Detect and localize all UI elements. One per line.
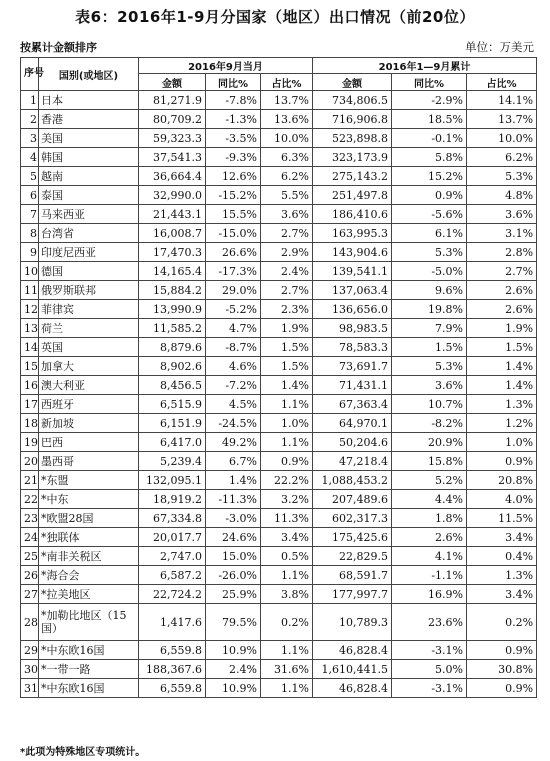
- cell-country: 英国: [39, 338, 139, 357]
- table-row: [21, 490, 537, 509]
- cell-cum-yoy: 7.9%: [392, 319, 467, 338]
- cell-cum-share: 1.4%: [467, 376, 537, 395]
- cell-country: *拉美地区: [39, 585, 139, 604]
- cell-month-amount: 21,443.1: [139, 205, 206, 224]
- cell-seq: 17: [21, 395, 39, 414]
- footnote: *此项为特殊地区专项统计。: [20, 747, 146, 758]
- cell-country: 越南: [39, 167, 139, 186]
- cell-cum-yoy: 2.6%: [392, 528, 467, 547]
- cell-seq: 1: [21, 91, 39, 110]
- cell-cum-amount: 64,970.1: [313, 414, 392, 433]
- cell-seq: 11: [21, 281, 39, 300]
- cell-cum-share: 5.3%: [467, 167, 537, 186]
- cell-month-yoy: -17.3%: [206, 262, 261, 281]
- cell-cum-yoy: 5.0%: [392, 660, 467, 679]
- cell-month-share: 2.9%: [261, 243, 313, 262]
- cell-cum-share: 1.3%: [467, 395, 537, 414]
- cell-cum-yoy: -3.1%: [392, 641, 467, 660]
- cell-month-yoy: 2.4%: [206, 660, 261, 679]
- cell-seq: 3: [21, 129, 39, 148]
- cell-country: 荷兰: [39, 319, 139, 338]
- table-row: [21, 281, 537, 300]
- cell-cum-yoy: 5.2%: [392, 471, 467, 490]
- cell-seq: 19: [21, 433, 39, 452]
- cell-cum-share: 3.1%: [467, 224, 537, 243]
- cell-country: 菲律宾: [39, 300, 139, 319]
- table-row: [21, 376, 537, 395]
- cell-country: 美国: [39, 129, 139, 148]
- cell-cum-yoy: 16.9%: [392, 585, 467, 604]
- cell-cum-yoy: 5.3%: [392, 357, 467, 376]
- cell-month-share: 31.6%: [261, 660, 313, 679]
- cell-month-share: 1.5%: [261, 357, 313, 376]
- cell-month-amount: 132,095.1: [139, 471, 206, 490]
- table-row: [21, 338, 537, 357]
- cell-month-share: 13.6%: [261, 110, 313, 129]
- cell-month-share: 6.3%: [261, 148, 313, 167]
- table-row: [21, 452, 537, 471]
- table-row: [21, 471, 537, 490]
- cell-seq: 20: [21, 452, 39, 471]
- cell-cum-yoy: 3.6%: [392, 376, 467, 395]
- cell-month-share: 1.1%: [261, 679, 313, 698]
- cell-cum-share: 0.9%: [467, 679, 537, 698]
- cell-month-amount: 20,017.7: [139, 528, 206, 547]
- table-row: [21, 585, 537, 604]
- cell-cum-yoy: 9.6%: [392, 281, 467, 300]
- cell-cum-amount: 1,610,441.5: [313, 660, 392, 679]
- cell-month-share: 6.2%: [261, 167, 313, 186]
- unit-label: 单位：万美元: [465, 40, 534, 54]
- cell-month-amount: 1,417.6: [139, 604, 206, 641]
- cell-month-amount: 36,664.4: [139, 167, 206, 186]
- cell-cum-amount: 275,143.2: [313, 167, 392, 186]
- table-row: [21, 224, 537, 243]
- cell-cum-yoy: 4.1%: [392, 547, 467, 566]
- table-row: [21, 167, 537, 186]
- cell-month-yoy: 25.9%: [206, 585, 261, 604]
- cell-month-yoy: 4.7%: [206, 319, 261, 338]
- cell-country: *海合会: [39, 566, 139, 585]
- cell-cum-amount: 68,591.7: [313, 566, 392, 585]
- cell-cum-share: 11.5%: [467, 509, 537, 528]
- cell-month-yoy: -3.0%: [206, 509, 261, 528]
- cell-cum-amount: 207,489.6: [313, 490, 392, 509]
- cell-month-yoy: -5.2%: [206, 300, 261, 319]
- cell-seq: 2: [21, 110, 39, 129]
- cell-month-amount: 18,919.2: [139, 490, 206, 509]
- cell-country: 俄罗斯联邦: [39, 281, 139, 300]
- cell-seq: 4: [21, 148, 39, 167]
- cell-month-share: 2.4%: [261, 262, 313, 281]
- table-row: [21, 566, 537, 585]
- cell-month-yoy: 12.6%: [206, 167, 261, 186]
- cell-month-share: 3.8%: [261, 585, 313, 604]
- cell-cum-amount: 50,204.6: [313, 433, 392, 452]
- cell-month-share: 13.7%: [261, 91, 313, 110]
- cell-month-amount: 80,709.2: [139, 110, 206, 129]
- cell-country: 马来西亚: [39, 205, 139, 224]
- cell-month-yoy: 49.2%: [206, 433, 261, 452]
- cell-cum-share: 0.2%: [467, 604, 537, 641]
- cell-cum-amount: 1,088,453.2: [313, 471, 392, 490]
- table-row: [21, 641, 537, 660]
- cell-cum-share: 0.4%: [467, 547, 537, 566]
- cell-cum-amount: 163,995.3: [313, 224, 392, 243]
- cell-month-yoy: 6.7%: [206, 452, 261, 471]
- table-row: [21, 129, 537, 148]
- cell-cum-share: 13.7%: [467, 110, 537, 129]
- cell-cum-amount: 78,583.3: [313, 338, 392, 357]
- cell-country: 澳大利亚: [39, 376, 139, 395]
- cell-seq: 12: [21, 300, 39, 319]
- cell-cum-yoy: -5.0%: [392, 262, 467, 281]
- cell-month-share: 1.5%: [261, 338, 313, 357]
- cell-seq: 15: [21, 357, 39, 376]
- cell-cum-yoy: 15.2%: [392, 167, 467, 186]
- cell-cum-yoy: 19.8%: [392, 300, 467, 319]
- cell-month-share: 2.7%: [261, 224, 313, 243]
- cell-month-amount: 32,990.0: [139, 186, 206, 205]
- cell-seq: 22: [21, 490, 39, 509]
- cell-seq: 9: [21, 243, 39, 262]
- cell-month-yoy: -11.3%: [206, 490, 261, 509]
- cell-cum-amount: 177,997.7: [313, 585, 392, 604]
- cell-month-amount: 6,151.9: [139, 414, 206, 433]
- cell-month-yoy: -9.3%: [206, 148, 261, 167]
- cell-month-share: 0.9%: [261, 452, 313, 471]
- cell-cum-yoy: 6.1%: [392, 224, 467, 243]
- cell-month-yoy: 24.6%: [206, 528, 261, 547]
- table-row: [21, 604, 537, 641]
- table-row: [21, 205, 537, 224]
- cell-cum-amount: 716,906.8: [313, 110, 392, 129]
- table-row: [21, 395, 537, 414]
- cell-cum-share: 30.8%: [467, 660, 537, 679]
- cell-cum-amount: 602,317.3: [313, 509, 392, 528]
- table-row: [21, 243, 537, 262]
- cell-month-amount: 17,470.3: [139, 243, 206, 262]
- cell-month-share: 1.4%: [261, 376, 313, 395]
- cell-cum-yoy: -3.1%: [392, 679, 467, 698]
- cell-cum-share: 0.9%: [467, 641, 537, 660]
- cell-cum-amount: 143,904.6: [313, 243, 392, 262]
- cell-country: *欧盟28国: [39, 509, 139, 528]
- cell-month-amount: 37,541.3: [139, 148, 206, 167]
- cell-month-share: 0.2%: [261, 604, 313, 641]
- cell-seq: 30: [21, 660, 39, 679]
- cell-seq: 27: [21, 585, 39, 604]
- cell-country: 德国: [39, 262, 139, 281]
- cell-month-yoy: -15.0%: [206, 224, 261, 243]
- cell-cum-share: 20.8%: [467, 471, 537, 490]
- table-row: [21, 262, 537, 281]
- cell-month-amount: 6,515.9: [139, 395, 206, 414]
- cell-country: 韩国: [39, 148, 139, 167]
- cell-cum-yoy: 1.5%: [392, 338, 467, 357]
- cell-month-amount: 6,417.0: [139, 433, 206, 452]
- cell-seq: 23: [21, 509, 39, 528]
- cell-cum-share: 6.2%: [467, 148, 537, 167]
- cell-month-share: 11.3%: [261, 509, 313, 528]
- cell-seq: 10: [21, 262, 39, 281]
- cell-cum-amount: 71,431.1: [313, 376, 392, 395]
- table-row: [21, 148, 537, 167]
- cell-cum-amount: 47,218.4: [313, 452, 392, 471]
- cell-month-yoy: -7.8%: [206, 91, 261, 110]
- cell-country: *中东: [39, 490, 139, 509]
- cell-cum-share: 4.8%: [467, 186, 537, 205]
- table-row: [21, 547, 537, 566]
- cell-cum-amount: 251,497.8: [313, 186, 392, 205]
- table-row: [21, 414, 537, 433]
- cell-cum-share: 3.4%: [467, 585, 537, 604]
- cell-seq: 21: [21, 471, 39, 490]
- cell-seq: 16: [21, 376, 39, 395]
- cell-cum-share: 4.0%: [467, 490, 537, 509]
- header-country: 国别(或地区): [39, 58, 139, 91]
- cell-month-yoy: 15.0%: [206, 547, 261, 566]
- cell-month-yoy: 29.0%: [206, 281, 261, 300]
- cell-month-amount: 67,334.8: [139, 509, 206, 528]
- cell-month-share: 3.2%: [261, 490, 313, 509]
- cell-month-amount: 81,271.9: [139, 91, 206, 110]
- cell-country: 墨西哥: [39, 452, 139, 471]
- cell-month-yoy: 4.6%: [206, 357, 261, 376]
- cell-month-yoy: -26.0%: [206, 566, 261, 585]
- cell-month-yoy: 10.9%: [206, 641, 261, 660]
- cell-cum-yoy: 4.4%: [392, 490, 467, 509]
- cell-cum-share: 14.1%: [467, 91, 537, 110]
- cell-country: 巴西: [39, 433, 139, 452]
- cell-month-amount: 8,456.5: [139, 376, 206, 395]
- cell-month-amount: 5,239.4: [139, 452, 206, 471]
- cell-month-yoy: -24.5%: [206, 414, 261, 433]
- cell-seq: 14: [21, 338, 39, 357]
- cell-month-amount: 16,008.7: [139, 224, 206, 243]
- cell-cum-amount: 67,363.4: [313, 395, 392, 414]
- cell-cum-amount: 46,828.4: [313, 641, 392, 660]
- cell-month-amount: 13,990.9: [139, 300, 206, 319]
- cell-cum-amount: 175,425.6: [313, 528, 392, 547]
- cell-country: *独联体: [39, 528, 139, 547]
- cell-cum-amount: 139,541.1: [313, 262, 392, 281]
- header-seq: 序号: [21, 58, 39, 91]
- cell-seq: 31: [21, 679, 39, 698]
- cell-cum-yoy: 5.3%: [392, 243, 467, 262]
- cell-month-share: 3.6%: [261, 205, 313, 224]
- cell-cum-share: 1.5%: [467, 338, 537, 357]
- cell-cum-share: 1.2%: [467, 414, 537, 433]
- cell-country: 泰国: [39, 186, 139, 205]
- table-row: [21, 300, 537, 319]
- cell-cum-amount: 22,829.5: [313, 547, 392, 566]
- cell-month-share: 5.5%: [261, 186, 313, 205]
- cell-country: *中东欧16国: [39, 679, 139, 698]
- cell-seq: 28: [21, 604, 39, 641]
- cell-country: *加勒比地区（15国）: [39, 604, 139, 641]
- cell-cum-yoy: 18.5%: [392, 110, 467, 129]
- cell-cum-amount: 46,828.4: [313, 679, 392, 698]
- cell-cum-amount: 73,691.7: [313, 357, 392, 376]
- cell-month-amount: 6,559.8: [139, 641, 206, 660]
- table-row: [21, 509, 537, 528]
- table-row: [21, 660, 537, 679]
- cell-seq: 29: [21, 641, 39, 660]
- cell-month-yoy: -1.3%: [206, 110, 261, 129]
- cell-cum-yoy: -0.1%: [392, 129, 467, 148]
- cell-cum-yoy: -1.1%: [392, 566, 467, 585]
- cell-month-yoy: 15.5%: [206, 205, 261, 224]
- table-row: [21, 528, 537, 547]
- cell-month-share: 10.0%: [261, 129, 313, 148]
- cell-month-share: 0.5%: [261, 547, 313, 566]
- cell-cum-amount: 98,983.5: [313, 319, 392, 338]
- cell-seq: 7: [21, 205, 39, 224]
- header-month-share: 占比%: [261, 74, 313, 91]
- cell-month-amount: 188,367.6: [139, 660, 206, 679]
- cell-cum-share: 1.4%: [467, 357, 537, 376]
- cell-cum-share: 1.3%: [467, 566, 537, 585]
- sort-note: 按累计金额排序: [20, 41, 97, 54]
- cell-cum-share: 1.9%: [467, 319, 537, 338]
- header-month-yoy: 同比%: [206, 74, 261, 91]
- header-group-cumulative: 2016年1—9月累计: [313, 58, 537, 74]
- cell-month-share: 2.3%: [261, 300, 313, 319]
- cell-month-amount: 22,724.2: [139, 585, 206, 604]
- cell-cum-amount: 137,063.4: [313, 281, 392, 300]
- cell-country: 台湾省: [39, 224, 139, 243]
- cell-cum-yoy: -2.9%: [392, 91, 467, 110]
- cell-month-amount: 11,585.2: [139, 319, 206, 338]
- export-table: [20, 57, 537, 698]
- cell-cum-share: 1.0%: [467, 433, 537, 452]
- cell-cum-yoy: 10.7%: [392, 395, 467, 414]
- cell-cum-yoy: -5.6%: [392, 205, 467, 224]
- cell-country: *南非关税区: [39, 547, 139, 566]
- cell-month-share: 2.7%: [261, 281, 313, 300]
- header-cum-share: 占比%: [467, 74, 537, 91]
- cell-month-amount: 59,323.3: [139, 129, 206, 148]
- cell-month-yoy: -15.2%: [206, 186, 261, 205]
- cell-country: *中东欧16国: [39, 641, 139, 660]
- cell-month-share: 1.1%: [261, 395, 313, 414]
- subheader: [20, 39, 534, 55]
- cell-seq: 6: [21, 186, 39, 205]
- cell-month-amount: 14,165.4: [139, 262, 206, 281]
- table-row: [21, 433, 537, 452]
- table-row: [21, 357, 537, 376]
- cell-month-yoy: 4.5%: [206, 395, 261, 414]
- cell-country: 印度尼西亚: [39, 243, 139, 262]
- cell-month-share: 22.2%: [261, 471, 313, 490]
- cell-seq: 8: [21, 224, 39, 243]
- header-cum-amount: 金额: [313, 74, 392, 91]
- cell-month-share: 1.9%: [261, 319, 313, 338]
- cell-month-share: 1.0%: [261, 414, 313, 433]
- cell-cum-amount: 136,656.0: [313, 300, 392, 319]
- header-month-amount: 金额: [139, 74, 206, 91]
- cell-seq: 5: [21, 167, 39, 186]
- cell-month-yoy: -7.2%: [206, 376, 261, 395]
- table-row: [21, 91, 537, 110]
- table-row: [21, 110, 537, 129]
- cell-cum-yoy: 23.6%: [392, 604, 467, 641]
- cell-cum-yoy: 0.9%: [392, 186, 467, 205]
- table-row: [21, 679, 537, 698]
- cell-cum-share: 10.0%: [467, 129, 537, 148]
- cell-month-amount: 8,902.6: [139, 357, 206, 376]
- cell-country: 新加坡: [39, 414, 139, 433]
- cell-seq: 26: [21, 566, 39, 585]
- cell-country: 西班牙: [39, 395, 139, 414]
- cell-cum-yoy: 1.8%: [392, 509, 467, 528]
- cell-country: 香港: [39, 110, 139, 129]
- cell-cum-share: 2.8%: [467, 243, 537, 262]
- cell-month-yoy: 26.6%: [206, 243, 261, 262]
- cell-country: *一带一路: [39, 660, 139, 679]
- cell-cum-share: 2.6%: [467, 281, 537, 300]
- cell-month-yoy: -8.7%: [206, 338, 261, 357]
- cell-cum-share: 3.6%: [467, 205, 537, 224]
- cell-cum-yoy: -8.2%: [392, 414, 467, 433]
- cell-cum-amount: 186,410.6: [313, 205, 392, 224]
- cell-cum-amount: 323,173.9: [313, 148, 392, 167]
- cell-cum-share: 2.7%: [467, 262, 537, 281]
- cell-month-amount: 6,587.2: [139, 566, 206, 585]
- cell-month-yoy: 10.9%: [206, 679, 261, 698]
- cell-month-yoy: 1.4%: [206, 471, 261, 490]
- cell-cum-yoy: 20.9%: [392, 433, 467, 452]
- cell-seq: 18: [21, 414, 39, 433]
- header-group-month: 2016年9月当月: [139, 58, 313, 74]
- cell-cum-share: 2.6%: [467, 300, 537, 319]
- cell-cum-share: 3.4%: [467, 528, 537, 547]
- cell-month-amount: 8,879.6: [139, 338, 206, 357]
- table-row: [21, 186, 537, 205]
- cell-month-share: 1.1%: [261, 641, 313, 660]
- cell-month-share: 1.1%: [261, 566, 313, 585]
- cell-cum-amount: 734,806.5: [313, 91, 392, 110]
- cell-cum-yoy: 15.8%: [392, 452, 467, 471]
- table-body: [21, 91, 537, 698]
- cell-month-yoy: -3.5%: [206, 129, 261, 148]
- cell-month-share: 3.4%: [261, 528, 313, 547]
- cell-country: 日本: [39, 91, 139, 110]
- cell-cum-yoy: 5.8%: [392, 148, 467, 167]
- cell-month-share: 1.1%: [261, 433, 313, 452]
- cell-country: *东盟: [39, 471, 139, 490]
- cell-seq: 13: [21, 319, 39, 338]
- cell-month-amount: 2,747.0: [139, 547, 206, 566]
- cell-month-yoy: 79.5%: [206, 604, 261, 641]
- cell-seq: 24: [21, 528, 39, 547]
- cell-month-amount: 15,884.2: [139, 281, 206, 300]
- cell-month-amount: 6,559.8: [139, 679, 206, 698]
- cell-country: 加拿大: [39, 357, 139, 376]
- cell-cum-amount: 523,898.8: [313, 129, 392, 148]
- cell-seq: 25: [21, 547, 39, 566]
- table-row: [21, 319, 537, 338]
- cell-cum-share: 0.9%: [467, 452, 537, 471]
- table-title: 表6：2016年1-9月分国家（地区）出口情况（前20位）: [75, 8, 475, 26]
- header-cum-yoy: 同比%: [392, 74, 467, 91]
- cell-cum-amount: 10,789.3: [313, 604, 392, 641]
